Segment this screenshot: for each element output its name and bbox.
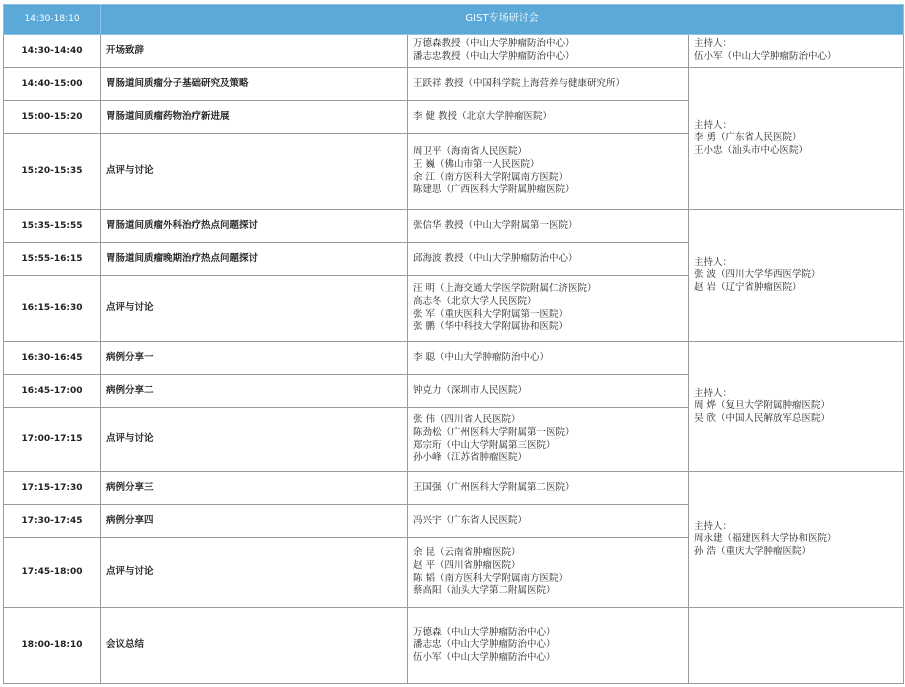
session-time: 17:00-17:15: [4, 408, 101, 472]
speaker-name: 王 巍（佛山市第一人民医院）: [413, 158, 540, 170]
session-time: 16:15-16:30: [4, 276, 101, 342]
host-line: 主持人：: [694, 256, 733, 268]
session-topic: 病例分享一: [101, 342, 408, 375]
session-topic: 点评与讨论: [101, 538, 408, 608]
host-line: 主持人：: [694, 38, 733, 50]
session-time: 15:00-15:20: [4, 101, 101, 134]
session-topic: 病例分享二: [101, 375, 408, 408]
speaker-name: 陈 韬（南方医科大学附属南方医院）: [413, 572, 569, 584]
session-topic: 点评与讨论: [101, 276, 408, 342]
speaker-name: 蔡高阳（汕头大学第二附属医院）: [413, 585, 556, 597]
session-speakers: [408, 101, 689, 134]
host-line: 周 烨（复旦大学附属肿瘤医院）: [694, 400, 831, 412]
session-time: 15:55-16:15: [4, 243, 101, 276]
agenda-row: [4, 35, 904, 68]
session-speakers: [408, 538, 689, 608]
host-line: 伍小军（中山大学肿瘤防治中心）: [694, 51, 837, 62]
host-line: 主持人：: [694, 387, 733, 399]
session-time: 15:20-15:35: [4, 134, 101, 210]
session-hosts: [689, 210, 904, 342]
session-time: 17:45-18:00: [4, 538, 101, 608]
agenda-row: [4, 210, 904, 243]
session-speakers: [408, 210, 689, 243]
session-speakers: [408, 408, 689, 472]
session-hosts: [689, 68, 904, 210]
session-topic: 病例分享三: [101, 472, 408, 505]
speaker-name: 李 健 教授（北京大学肿瘤医院）: [413, 110, 553, 122]
session-hosts: [689, 342, 904, 472]
host-line: 张 波（四川大学华西医学院）: [694, 269, 821, 281]
speaker-name: 张 伟（四川省人民医院）: [413, 414, 521, 426]
host-line: 主持人：: [694, 119, 733, 131]
session-speakers: [408, 276, 689, 342]
session-speakers: [408, 375, 689, 408]
speaker-name: 伍小军（中山大学肿瘤防治中心）: [413, 651, 556, 663]
speaker-name: 张 鹏（华中科技大学附属协和医院）: [413, 321, 569, 333]
session-speakers: [408, 35, 689, 68]
speaker-name: 万德森教授（中山大学肿瘤防治中心）: [413, 38, 575, 50]
speaker-name: 郑宗珩（中山大学附属第三医院）: [413, 439, 556, 451]
speaker-name: 余 江（南方医科大学附属南方医院）: [413, 171, 569, 183]
speaker-name: 周卫平（海南省人民医院）: [413, 146, 528, 158]
session-speakers: [408, 505, 689, 538]
speaker-name: 王国强（广州医科大学附属第二医院）: [413, 481, 575, 493]
speaker-name: 邱海波 教授（中山大学肿瘤防治中心）: [413, 252, 578, 264]
host-line: 主持人：: [694, 520, 733, 532]
session-topic: 胃肠道间质瘤晚期治疗热点问题探讨: [101, 243, 408, 276]
speaker-name: 张 军（重庆医科大学附属第一医院）: [413, 308, 569, 320]
agenda-row: [4, 472, 904, 505]
header-title: GIST专场研讨会: [101, 5, 904, 35]
session-topic: 点评与讨论: [101, 134, 408, 210]
speaker-name: 张信华 教授（中山大学附属第一医院）: [413, 219, 578, 231]
session-time: 16:30-16:45: [4, 342, 101, 375]
speaker-name: 陈劲松（广州医科大学附属第一医院）: [413, 426, 575, 438]
agenda-body: [4, 35, 904, 684]
host-line: 吴 欣（中国人民解放军总医院）: [694, 412, 831, 424]
session-speakers: [408, 342, 689, 375]
speaker-name: 汪 明（上海交通大学医学院附属仁济医院）: [413, 283, 597, 295]
host-line: 孙 浩（重庆大学肿瘤医院）: [694, 545, 812, 557]
session-speakers: [408, 608, 689, 684]
session-speakers: [408, 68, 689, 101]
speaker-name: 孙小峰（江苏省肿瘤医院）: [413, 452, 528, 464]
speaker-name: 冯兴宇（广东省人民医院）: [413, 514, 528, 526]
host-line: 王小忠（汕头市中心医院）: [694, 144, 809, 156]
session-time: 14:40-15:00: [4, 68, 101, 101]
session-hosts: [689, 608, 904, 684]
session-time: 15:35-15:55: [4, 210, 101, 243]
session-topic: 会议总结: [101, 608, 408, 684]
speaker-name: 潘志忠教授（中山大学肿瘤防治中心）: [413, 51, 575, 62]
agenda-table: [3, 4, 904, 684]
speaker-name: 钟克力（深圳市人民医院）: [413, 384, 528, 396]
agenda-row: [4, 342, 904, 375]
session-speakers: [408, 243, 689, 276]
session-topic: 胃肠道间质瘤外科治疗热点问题探讨: [101, 210, 408, 243]
speaker-name: 万德森（中山大学肿瘤防治中心）: [413, 626, 556, 638]
session-time: 17:15-17:30: [4, 472, 101, 505]
session-hosts: [689, 472, 904, 608]
speaker-name: 李 聪（中山大学肿瘤防治中心）: [413, 351, 550, 363]
header-row: [4, 5, 904, 35]
speaker-name: 王跃祥 教授（中国科学院上海营养与健康研究所）: [413, 77, 626, 89]
host-line: 李 勇（广东省人民医院）: [694, 132, 802, 144]
session-topic: 胃肠道间质瘤分子基础研究及策略: [101, 68, 408, 101]
speaker-name: 余 昆（云南省肿瘤医院）: [413, 547, 521, 559]
session-speakers: [408, 134, 689, 210]
speaker-name: 陈建思（广西医科大学附属肿瘤医院）: [413, 184, 575, 196]
agenda-row: [4, 68, 904, 101]
host-line: 赵 岩（辽宁省肿瘤医院）: [694, 281, 802, 293]
session-time: 16:45-17:00: [4, 375, 101, 408]
session-topic: 病例分享四: [101, 505, 408, 538]
speaker-name: 潘志忠（中山大学肿瘤防治中心）: [413, 639, 556, 651]
header-time: 14:30-18:10: [4, 5, 101, 35]
session-topic: 胃肠道间质瘤药物治疗新进展: [101, 101, 408, 134]
session-time: 14:30-14:40: [4, 35, 101, 68]
session-time: 18:00-18:10: [4, 608, 101, 684]
speaker-name: 赵 平（四川省肿瘤医院）: [413, 559, 521, 571]
session-topic: 点评与讨论: [101, 408, 408, 472]
session-hosts: [689, 35, 904, 68]
speaker-name: 高志冬（北京大学人民医院）: [413, 295, 537, 307]
agenda-row: [4, 608, 904, 684]
host-line: 周永建（福建医科大学协和医院）: [694, 533, 837, 545]
session-topic: 开场致辞: [101, 35, 408, 68]
session-time: 17:30-17:45: [4, 505, 101, 538]
session-speakers: [408, 472, 689, 505]
